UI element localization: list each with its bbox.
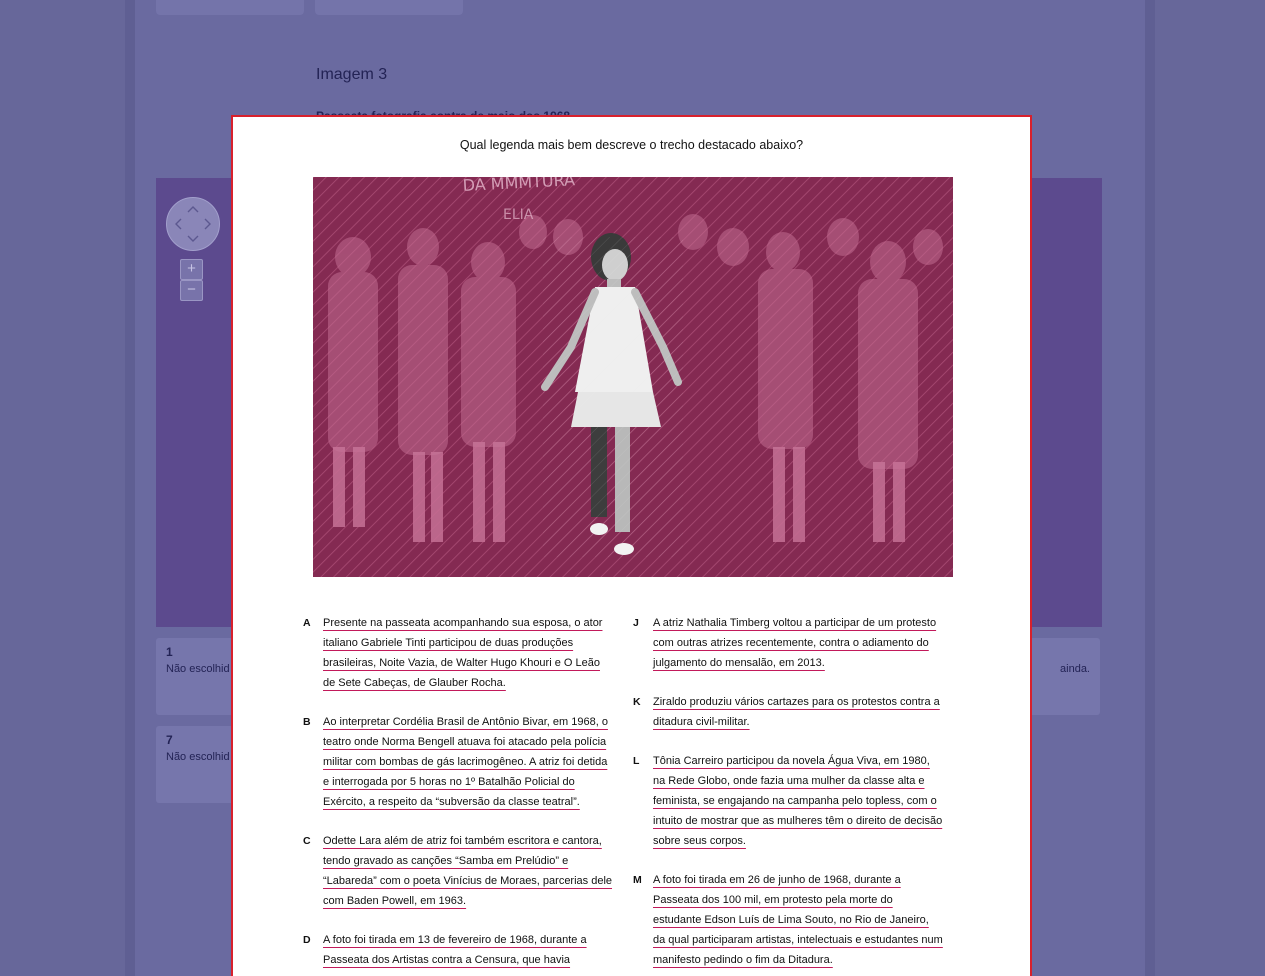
- option-l[interactable]: [633, 751, 943, 851]
- option-text: Presente na passeata acompanhando sua esposa, o ator italiano Gabriele Tinti participou de duas produções brasileiras, Noite Vazia, de Walter Hugo Khouri e O Leão de Sete Cabeças, de Glauber Rocha.: [323, 617, 603, 689]
- right-edge-stripe: [1145, 0, 1155, 976]
- option-text: Ziraldo produziu vários cartazes para os protestos contra a ditadura civil-militar.: [653, 696, 940, 728]
- option-text: A atriz Nathalia Timberg voltou a participar de um protesto com outras atrizes recentemente, contra o adiamento do julgamento do mensalão, em 2013.: [653, 617, 937, 669]
- option-text: Tônia Carreiro participou da novela Água Viva, em 1980, na Rede Globo, onde fazia uma mulher da classe alta e feminista, se engajando na campanha pelo topless, com o intuito de mostrar que as mulheres têm o direito de decisão sobre seus corpos.: [653, 755, 943, 847]
- card-status: Não escolhid: [166, 751, 230, 763]
- option-b[interactable]: [303, 712, 613, 812]
- option-d[interactable]: [303, 930, 613, 970]
- highlighted-figure: [543, 233, 683, 557]
- option-letter: L: [633, 755, 640, 767]
- answer-card-7[interactable]: [156, 726, 236, 803]
- page-heading: Imagem 3: [316, 66, 388, 83]
- top-tab-2[interactable]: [315, 0, 463, 15]
- option-letter: D: [303, 934, 311, 946]
- option-a[interactable]: [303, 613, 613, 693]
- option-letter: J: [633, 617, 639, 629]
- card-number: 1: [166, 645, 173, 659]
- caption-choice-dialog: [231, 115, 1032, 976]
- option-m[interactable]: [633, 870, 943, 970]
- option-letter: A: [303, 617, 311, 629]
- option-text: Ao interpretar Cordélia Brasil de Antônio Bivar, em 1968, o teatro onde Norma Bengell atuava foi atacado pela polícia militar com bombas de gás lacrimogêneo. A atriz foi detida e interrogada por 5 horas no 1º Batalhão Policial do Exército, a respeito da “subversão da classe teatral”.: [323, 716, 608, 808]
- top-tab-1[interactable]: [156, 0, 304, 15]
- card-status-tail: ainda.: [1060, 663, 1090, 675]
- option-j[interactable]: [633, 613, 943, 673]
- card-status: Não escolhid: [166, 663, 230, 675]
- protest-photo-image: [313, 177, 953, 577]
- option-letter: K: [633, 696, 641, 708]
- option-letter: B: [303, 716, 311, 728]
- option-k[interactable]: [633, 692, 943, 732]
- option-letter: C: [303, 835, 311, 847]
- zoom-out-button[interactable]: −: [180, 280, 203, 301]
- pan-arrows-icon: [167, 198, 219, 250]
- option-c[interactable]: [303, 831, 613, 911]
- option-text: A foto foi tirada em 13 de fevereiro de 1968, durante a Passeata dos Artistas contra a Censura, que havia: [323, 934, 587, 966]
- option-text: A foto foi tirada em 26 de junho de 1968, durante a Passeata dos 100 mil, em protesto pela morte do estudante Edson Luís de Lima Souto, no Rio de Janeiro, da qual participaram artistas, intelectuais e estudantes num manifesto pedindo o fim da Ditadura.: [653, 874, 943, 966]
- pan-control[interactable]: [166, 197, 220, 251]
- highlighted-photo: [313, 177, 953, 577]
- question-text: Qual legenda mais bem descreve o trecho destacado abaixo?: [459, 138, 804, 152]
- left-edge-stripe: [125, 0, 135, 976]
- option-text: Odette Lara além de atriz foi também escritora e cantora, tendo gravado as canções “Samba em Prelúdio” e “Labareda” com o poeta Vinícius de Moraes, parcerias dele com Baden Powell, em 1963.: [323, 835, 613, 907]
- zoom-in-button[interactable]: +: [180, 259, 203, 280]
- card-number: 7: [166, 733, 173, 747]
- option-letter: M: [633, 874, 642, 886]
